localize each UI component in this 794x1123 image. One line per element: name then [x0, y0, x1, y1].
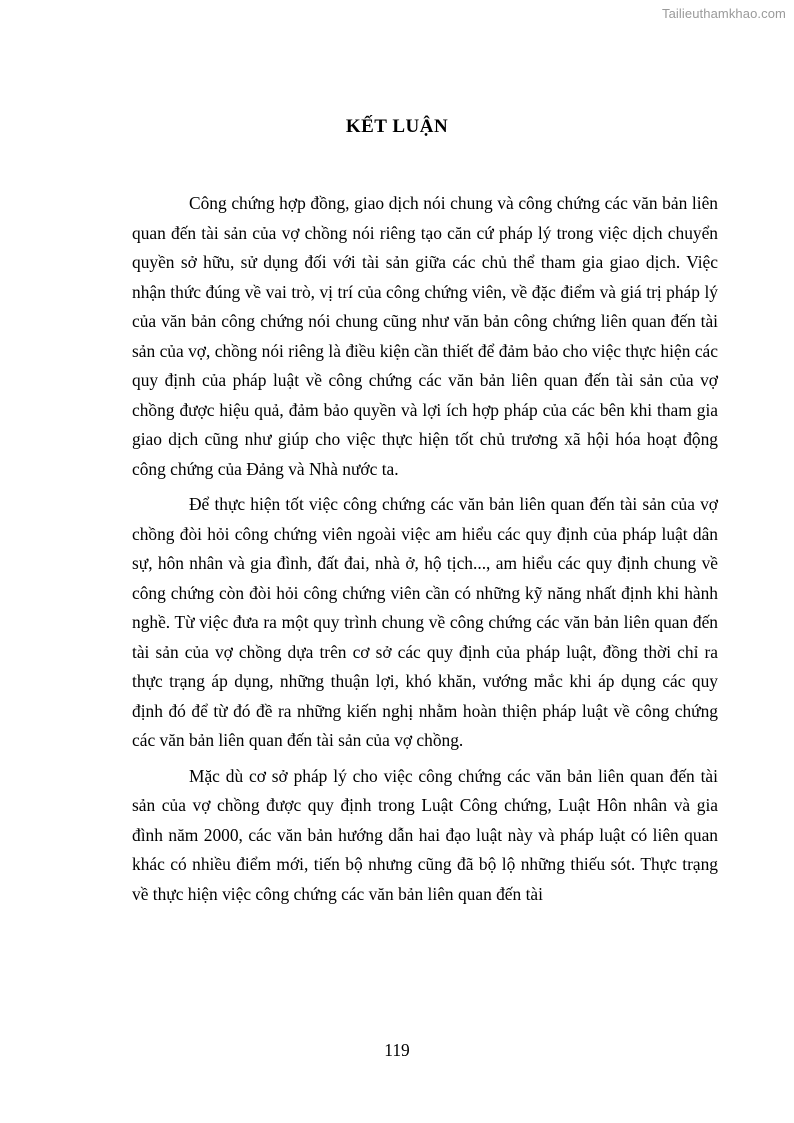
watermark: Tailieuthamkhao.com [661, 6, 786, 21]
page-number: 119 [384, 1040, 410, 1060]
document-body [132, 189, 718, 915]
paragraph-2: Để thực hiện tốt việc công chứng các văn bản liên quan đến tài sản của vợ chồng đòi hỏi công chứng viên ngoài việc am hiểu các quy định của pháp luật dân sự, hôn nhân và gia đình, đất đai, nhà ở, hộ tịch..., am hiểu các quy định chung về công chứng còn đòi hỏi công chứng viên cần có những kỹ năng nhất định khi hành nghề. Từ việc đưa ra một quy trình chung về công chứng các văn bản liên quan đến tài sản của vợ chồng dựa trên cơ sở các quy định của pháp luật, đồng thời chỉ ra thực trạng áp dụng, những thuận lợi, khó khăn, vướng mắc khi áp dụng các quy định đó để từ đó đề ra những kiến nghị nhằm hoàn thiện pháp luật về công chứng các văn bản liên quan đến tài sản của vợ chồng. [132, 494, 718, 750]
paragraph-1: Công chứng hợp đồng, giao dịch nói chung và công chứng các văn bản liên quan đến tài sản của vợ chồng nói riêng tạo căn cứ pháp lý trong việc dịch chuyển quyền sở hữu, sử dụng đối với tài sản giữa các chủ thể tham gia giao dịch. Việc nhận thức đúng về vai trò, vị trí của công chứng viên, về đặc điểm và giá trị pháp lý của văn bản công chứng nói chung cũng như văn bản công chứng liên quan đến tài sản của vợ, chồng nói riêng là điều kiện cần thiết để đảm bảo cho việc thực hiện các quy định của pháp luật về công chứng các văn bản liên quan đến tài sản của vợ chồng được hiệu quả, đảm bảo quyền và lợi ích hợp pháp của các bên khi tham gia giao dịch cũng như giúp cho việc thực hiện tốt chủ trương xã hội hóa hoạt động công chứng của Đảng và Nhà nước ta. [132, 193, 718, 479]
paragraph-3: Mặc dù cơ sở pháp lý cho việc công chứng các văn bản liên quan đến tài sản của vợ chồng được quy định trong Luật Công chứng, Luật Hôn nhân và gia đình năm 2000, các văn bản hướng dẫn hai đạo luật này và pháp luật có liên quan khác có nhiều điểm mới, tiến bộ nhưng cũng đã bộ lộ những thiếu sót. Thực trạng về thực hiện việc công chứng các văn bản liên quan đến tài [132, 765, 718, 904]
page-title: KẾT LUẬN [345, 116, 449, 137]
